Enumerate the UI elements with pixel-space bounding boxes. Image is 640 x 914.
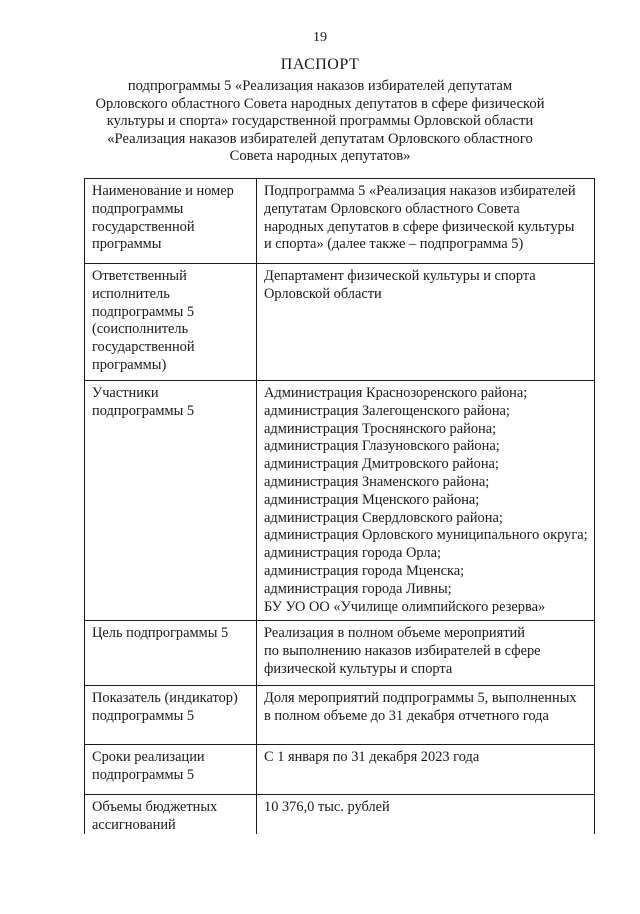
value-line: С 1 января по 31 декабря 2023 года [264, 749, 480, 766]
value-line: Реализация в полном объеме мероприятий [264, 625, 525, 642]
value-line: Администрация Краснозоренского района; [264, 385, 528, 401]
value-line: администрация Глазуновского района; [264, 438, 500, 455]
label-line: Объемы бюджетных [92, 799, 218, 816]
table-row [85, 621, 595, 686]
label-line: ассигнований [92, 817, 176, 834]
label-line: Ответственный [92, 268, 187, 284]
value-line: Орловской области [264, 285, 382, 302]
label-line: Участники [92, 385, 159, 401]
row-value-cell [257, 686, 595, 745]
label-line: Наименование и номер [92, 183, 234, 199]
value-line: в полном объеме до 31 декабря отчетного года [264, 708, 549, 725]
value-line: депутатам Орловского областного Совета [264, 200, 520, 217]
row-label-cell [85, 264, 257, 381]
value-line: физической культуры и спорта [264, 660, 453, 677]
label-line: подпрограммы [92, 200, 184, 217]
row-label-cell [85, 621, 257, 686]
value-line: администрация Мценского района; [264, 491, 480, 508]
subtitle-line: культуры и спорта» государственной программы Орловской области [106, 113, 534, 129]
value-line: Подпрограмма 5 «Реализация наказов избирателей [264, 183, 576, 199]
passport-table [84, 178, 595, 875]
label-line: подпрограммы 5 [92, 303, 195, 320]
table-row [85, 745, 595, 795]
label-line: подпрограммы 5 [92, 767, 195, 784]
value-line: и спорта» (далее также – подпрограмма 5) [264, 236, 524, 253]
document-subtitle [0, 78, 640, 166]
value-line: Доля мероприятий подпрограммы 5, выполненных [264, 690, 577, 707]
row-value-cell [257, 745, 595, 795]
table-row [85, 686, 595, 745]
row-value-cell [257, 179, 595, 264]
row-value-cell [257, 381, 595, 621]
row-value-cell [257, 621, 595, 686]
row-label-cell [85, 381, 257, 621]
value-line: народных депутатов в сфере физической культуры [264, 218, 575, 235]
label-line: государственной [92, 339, 195, 356]
page-number: 19 [313, 30, 327, 45]
value-line: администрация Знаменского района; [264, 473, 490, 490]
subtitle-line: Орловского областного Совета народных депутатов в сфере физической [95, 95, 545, 112]
value-line: администрация Залегощенского района; [264, 402, 510, 419]
value-line: администрация города Мценска; [264, 562, 465, 579]
label-line: Показатель (индикатор) [92, 690, 238, 707]
value-line: администрация города Ливны; [264, 580, 452, 597]
subtitle-line: Совета народных депутатов» [229, 148, 411, 164]
label-line: Сроки реализации [92, 749, 205, 766]
label-line: подпрограммы 5 [92, 708, 195, 725]
table-row [85, 381, 595, 621]
value-line: 10 376,0 тыс. рублей [264, 799, 390, 816]
value-line: Департамент физической культуры и спорта [264, 268, 536, 284]
table-row [85, 264, 595, 381]
value-line: администрация Троснянского района; [264, 420, 497, 437]
label-line: программы [92, 236, 162, 253]
row-label-cell [85, 179, 257, 264]
label-line: государственной [92, 218, 195, 235]
label-line: (соисполнитель [92, 321, 189, 338]
value-line: администрация города Орла; [264, 545, 441, 562]
value-line: по выполнению наказов избирателей в сфере [264, 643, 541, 660]
value-line: администрация Орловского муниципального округа; [264, 527, 588, 544]
subtitle-line: «Реализация наказов избирателей депутатам Орловского областного [107, 130, 533, 147]
value-line: администрация Свердловского района; [264, 509, 503, 526]
label-line: подпрограммы 5 [92, 402, 195, 419]
label-line: программы) [92, 356, 167, 373]
row-label-cell [85, 745, 257, 795]
label-line: Цель подпрограммы 5 [92, 625, 229, 642]
row-value-cell [257, 264, 595, 381]
label-line: исполнитель [92, 285, 170, 302]
value-line: БУ УО ОО «Училище олимпийского резерва» [264, 598, 546, 615]
row-label-cell [85, 686, 257, 745]
document-heading: ПАСПОРТ [280, 56, 360, 73]
page-bottom-margin [83, 834, 597, 914]
table-row [85, 179, 595, 264]
subtitle-line: подпрограммы 5 «Реализация наказов избирателей депутатам [127, 78, 513, 94]
value-line: администрация Дмитровского района; [264, 456, 499, 473]
